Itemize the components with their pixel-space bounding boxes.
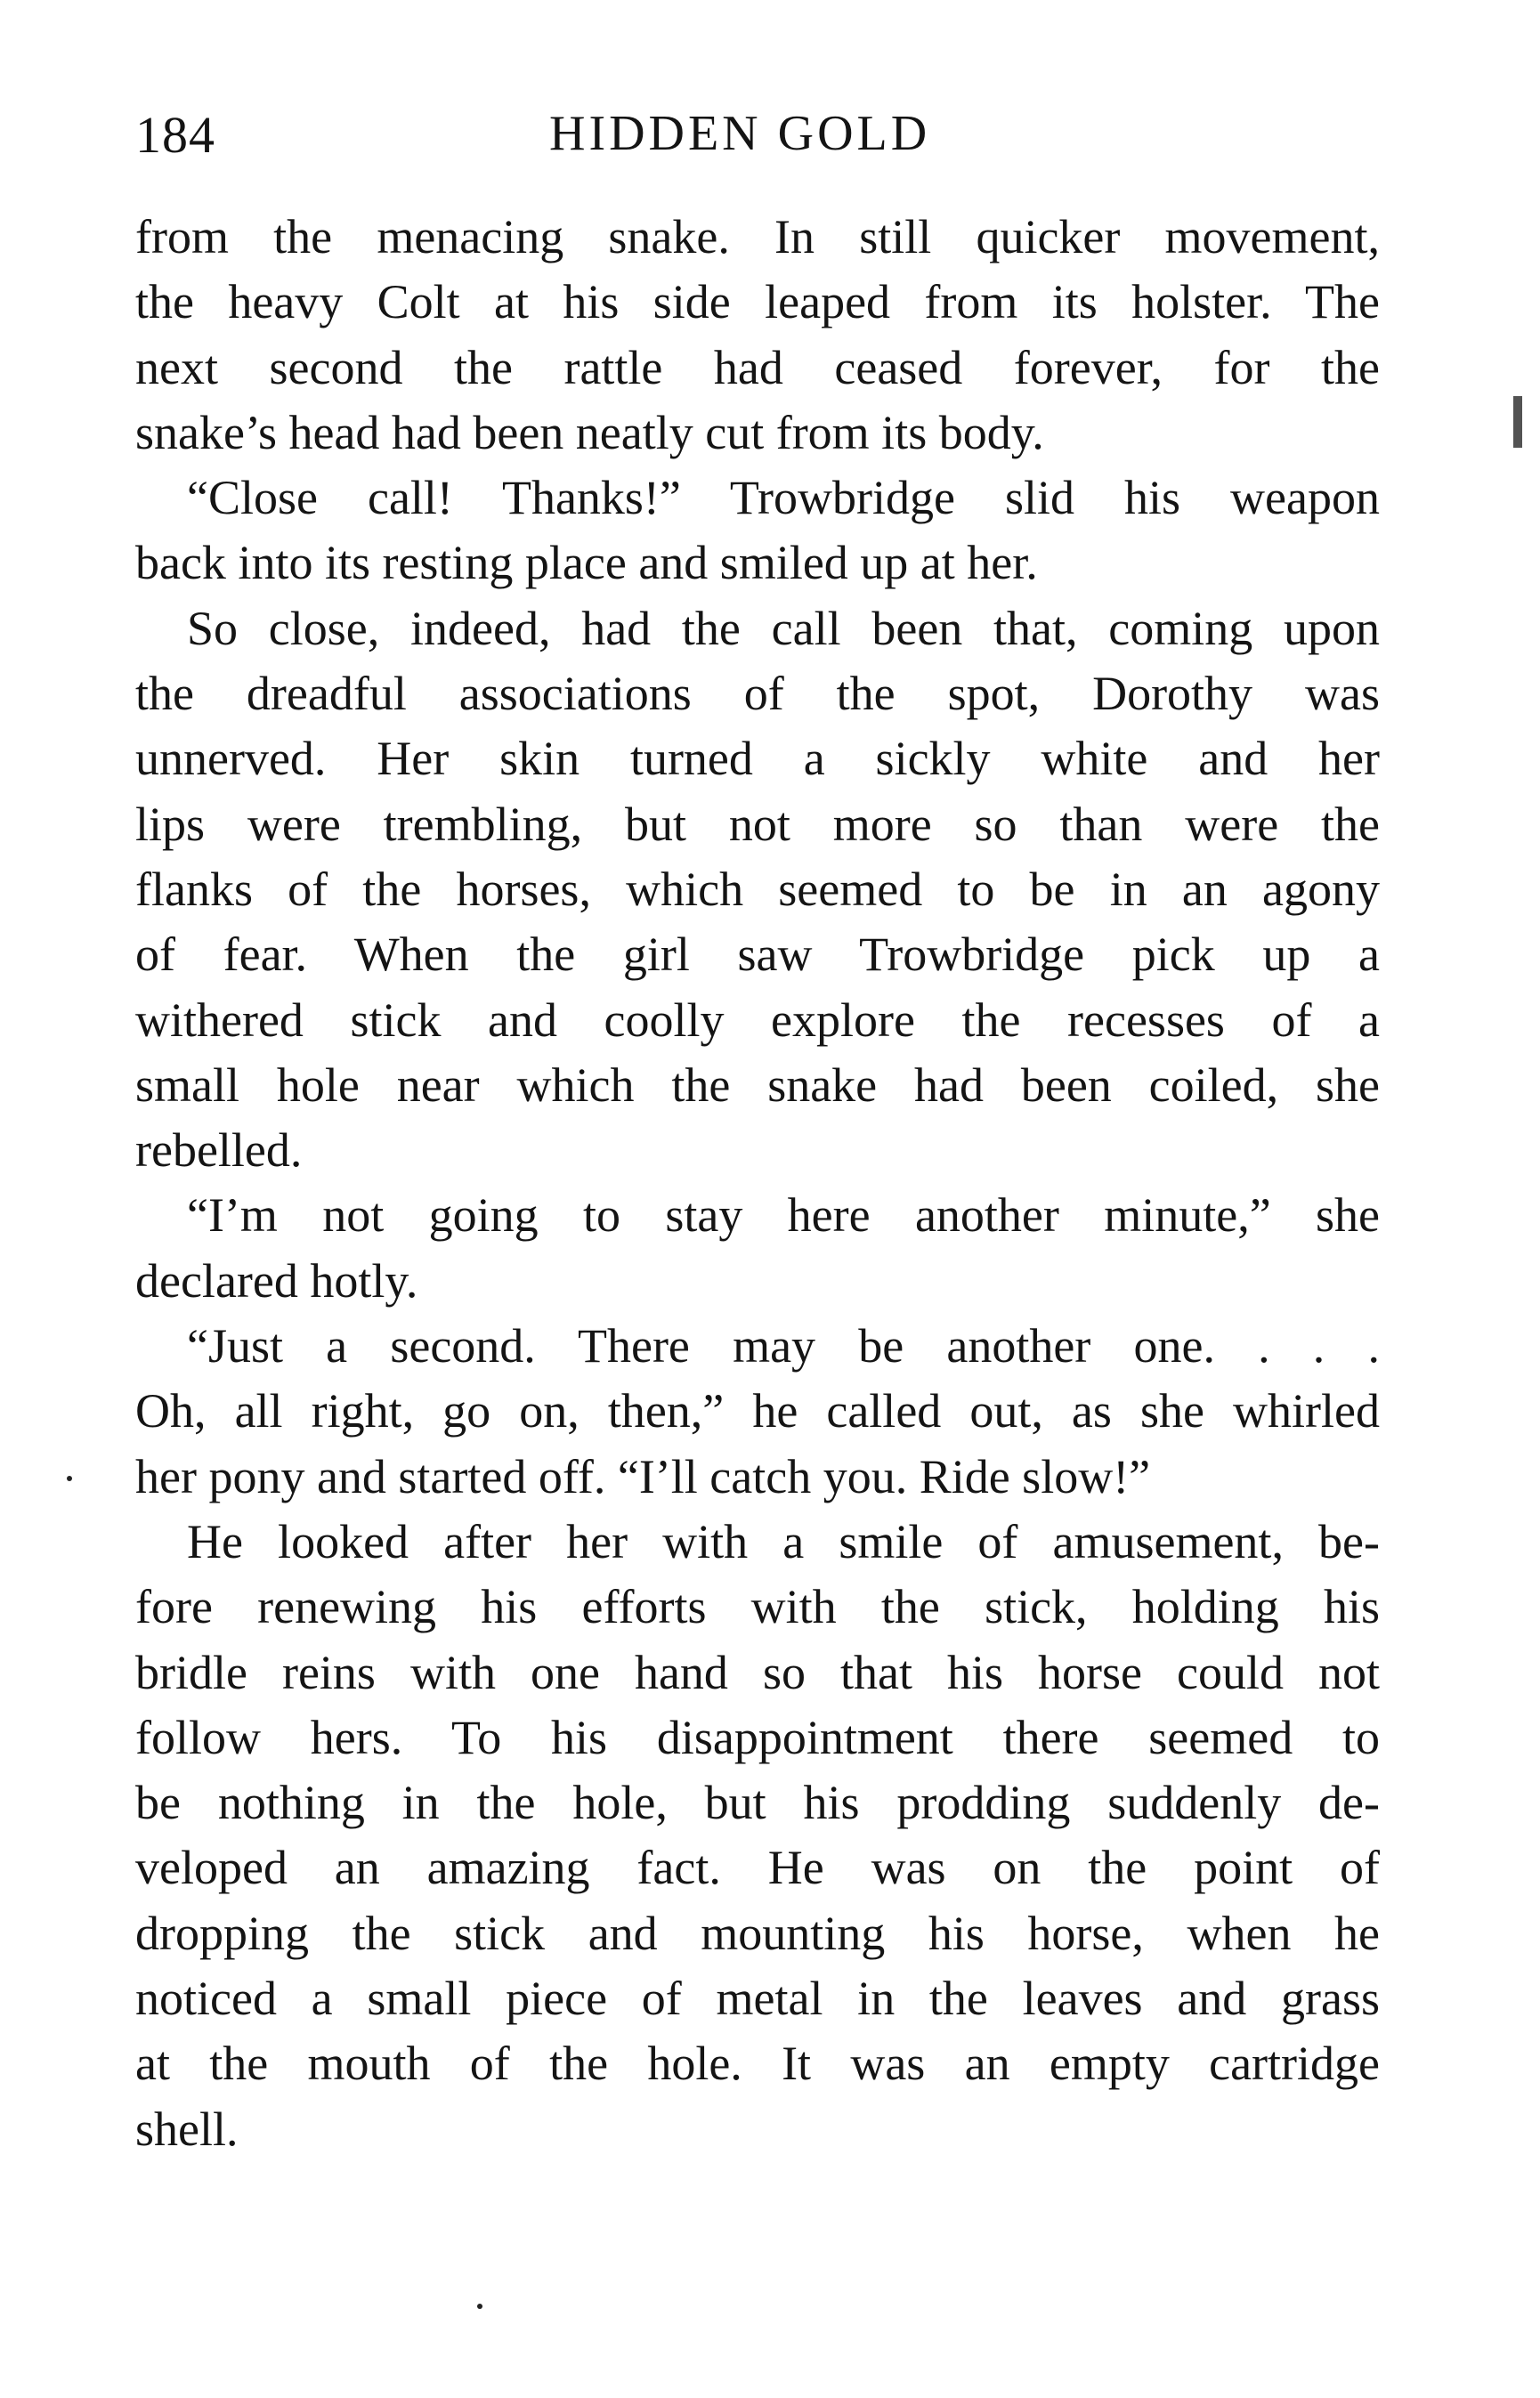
text-line: dropping the stick and mounting his horse, when he xyxy=(135,1906,1380,1960)
text-line: be nothing in the hole, but his prodding suddenly de- xyxy=(135,1776,1380,1830)
paragraph-1 xyxy=(135,205,1380,466)
text-line: veloped an amazing fact. He was on the point of xyxy=(135,1841,1380,1895)
text-line: snake’s head had been neatly cut from its body. xyxy=(135,405,1044,459)
text-line: small hole near which the snake had been coiled, she xyxy=(135,1057,1380,1112)
paragraph-4 xyxy=(135,1183,1380,1314)
paragraph-6 xyxy=(135,1510,1380,2162)
text-line: He looked after her with a smile of amusement, be- xyxy=(187,1514,1380,1568)
text-line: the heavy Colt at his side leaped from its holster. The xyxy=(135,275,1380,329)
paragraph-5 xyxy=(135,1314,1380,1510)
text-line: withered stick and coolly explore the recesses of a xyxy=(135,992,1380,1047)
text-line: fore renewing his efforts with the stick, holding his xyxy=(135,1580,1380,1634)
text-line: from the menacing snake. In still quicker movement, xyxy=(135,210,1380,263)
running-head xyxy=(135,105,1382,176)
text-line: her pony and started off. “I’ll catch you. Ride slow!” xyxy=(135,1449,1151,1503)
text-line: “Close call! Thanks!” Trowbridge slid his weapon xyxy=(187,471,1380,525)
text-line: of fear. When the girl saw Trowbridge pick up a xyxy=(135,928,1380,982)
scan-edge-mark xyxy=(1513,396,1522,448)
text-line: the dreadful associations of the spot, Dorothy was xyxy=(135,667,1380,721)
text-line: declared hotly. xyxy=(135,1253,418,1308)
text-line: bridle reins with one hand so that his horse could not xyxy=(135,1645,1380,1699)
text-line: noticed a small piece of metal in the leaves and grass xyxy=(135,1972,1380,2026)
text-line: back into its resting place and smiled up at her. xyxy=(135,536,1038,590)
text-line: Oh, all right, go on, then,” he called out, as she whirled xyxy=(135,1384,1380,1438)
paragraph-3 xyxy=(135,596,1380,1184)
text-line: at the mouth of the hole. It was an empty cartridge xyxy=(135,2037,1380,2091)
text-line: rebelled. xyxy=(135,1123,303,1178)
text-line: flanks of the horses, which seemed to be in an agony xyxy=(135,862,1380,916)
text-line: next second the rattle had ceased forever, for the xyxy=(135,340,1380,394)
text-line: shell. xyxy=(135,2102,239,2156)
text-line: “I’m not going to stay here another minute,” she xyxy=(187,1188,1380,1243)
text-line: follow hers. To his disappointment there seemed to xyxy=(135,1710,1380,1764)
text-line: So close, indeed, had the call been that, coming upon xyxy=(187,601,1380,655)
scan-speck xyxy=(67,1476,72,1481)
text-line: “Just a second. There may be another one. . . . xyxy=(187,1319,1380,1373)
page-number: 184 xyxy=(135,106,215,164)
scan-speck xyxy=(477,2304,482,2309)
text-line: lips were trembling, but not more so than were the xyxy=(135,797,1380,851)
running-title: HIDDEN GOLD xyxy=(549,106,931,161)
text-line: unnerved. Her skin turned a sickly white and her xyxy=(135,732,1380,786)
paragraph-2 xyxy=(135,466,1380,596)
body-text xyxy=(135,205,1380,2162)
